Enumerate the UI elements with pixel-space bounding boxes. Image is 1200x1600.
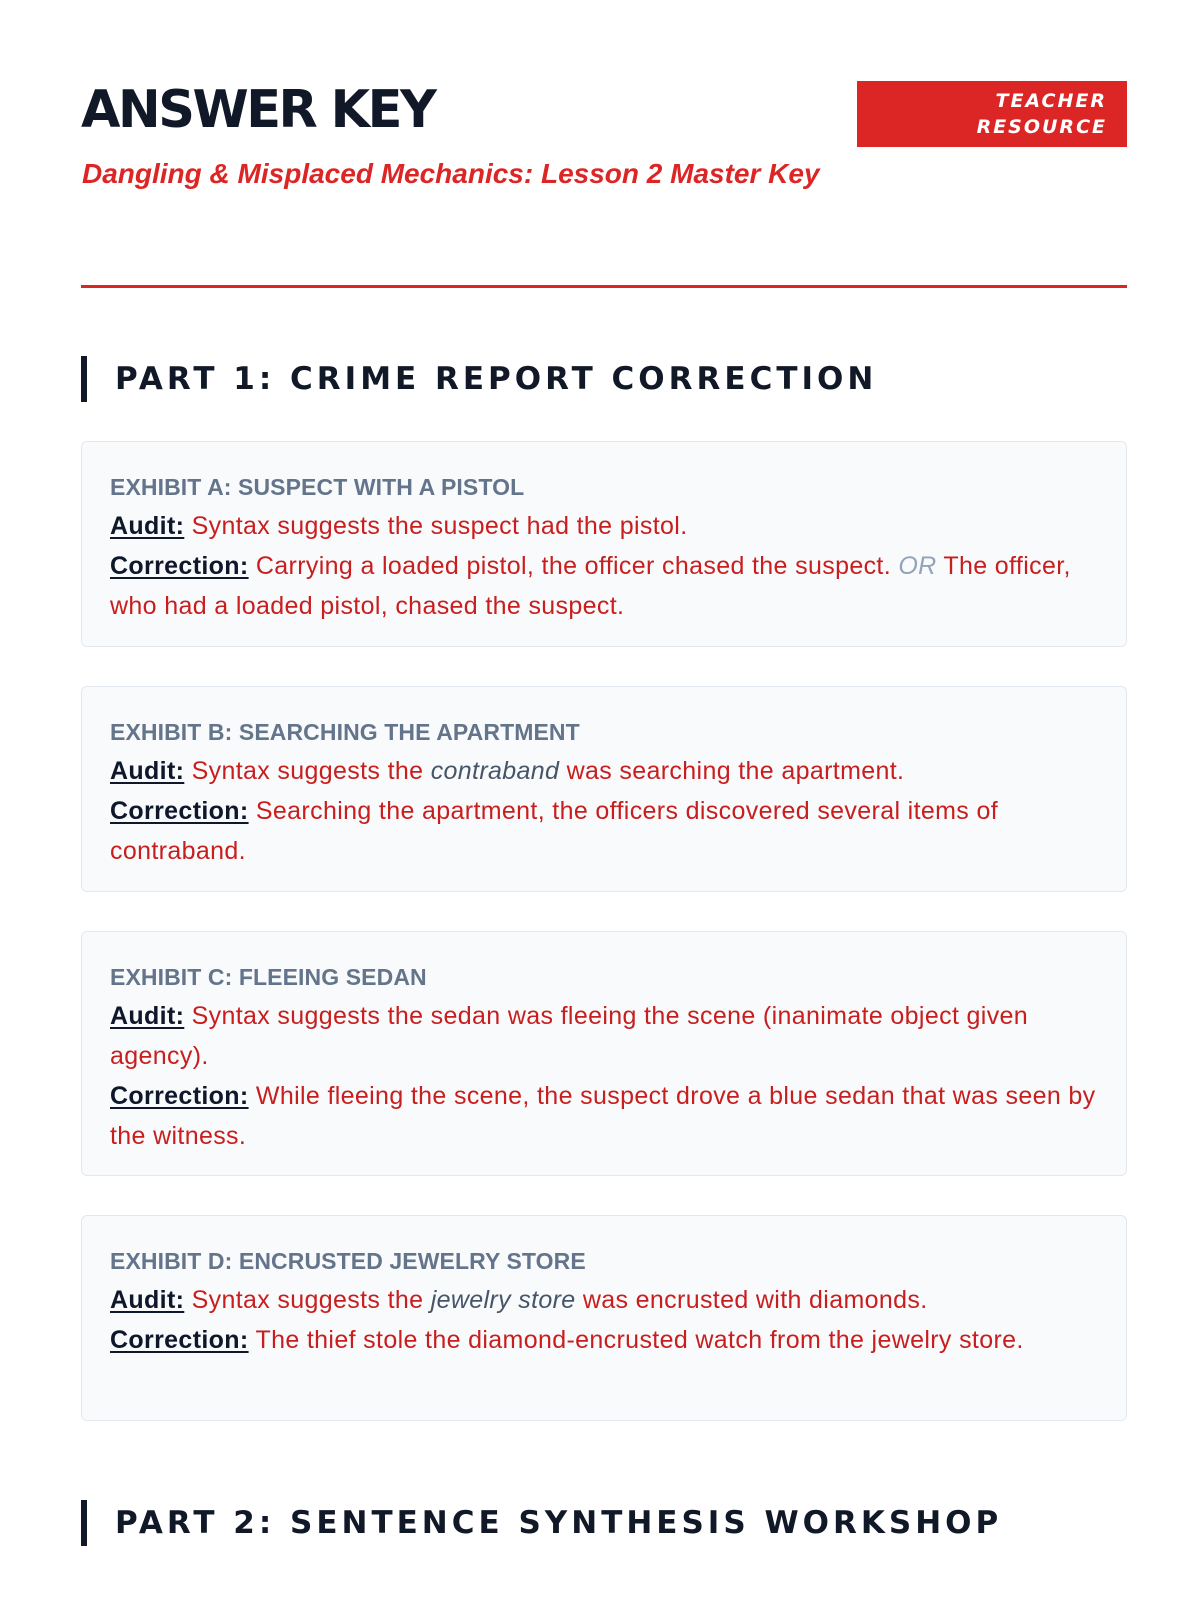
correction-text: While fleeing the scene, the suspect drove a blue sedan that was seen by the witness.	[110, 1082, 1096, 1150]
audit-label: Audit:	[110, 512, 185, 540]
audit-text: Syntax suggests the sedan was fleeing the scene (inanimate object given agency).	[110, 1002, 1029, 1070]
audit-text: Syntax suggests the suspect had the pistol.	[191, 512, 688, 540]
correction-label: Correction:	[110, 1326, 249, 1354]
exhibit-label: EXHIBIT A: SUSPECT WITH A PISTOL	[110, 474, 525, 500]
exhibit-card-d	[81, 1215, 1127, 1421]
correction-line	[110, 791, 1098, 871]
correction-line	[110, 1076, 1098, 1156]
correction-label: Correction:	[110, 1082, 249, 1110]
part-1-heading: PART 1: CRIME REPORT CORRECTION	[81, 356, 877, 402]
audit-line	[110, 996, 1098, 1076]
audit-text: Syntax suggests the	[191, 757, 424, 785]
correction-line	[110, 1320, 1098, 1360]
part-2-heading: PART 2: SENTENCE SYNTHESIS WORKSHOP	[81, 1500, 1002, 1546]
exhibit-card-c	[81, 931, 1127, 1176]
audit-text-end: was encrusted with diamonds.	[582, 1286, 928, 1314]
badge-line-1: TEACHER	[995, 90, 1107, 112]
audit-text-end: was searching the apartment.	[566, 757, 905, 785]
exhibit-label: EXHIBIT C: FLEEING SEDAN	[110, 964, 427, 990]
exhibit-card-b	[81, 686, 1127, 892]
exhibit-label: EXHIBIT D: ENCRUSTED JEWELRY STORE	[110, 1248, 586, 1274]
teacher-resource-badge	[857, 81, 1127, 147]
audit-line	[110, 1280, 1098, 1320]
correction-label: Correction:	[110, 797, 249, 825]
audit-text: Syntax suggests the	[191, 1286, 424, 1314]
audit-emphasis: jewelry store	[430, 1286, 576, 1314]
correction-line	[110, 546, 1098, 626]
page-title: ANSWER KEY	[81, 80, 435, 140]
audit-label: Audit:	[110, 757, 185, 785]
exhibit-card-a	[81, 441, 1127, 647]
or-separator: OR	[898, 552, 937, 580]
document-header	[81, 80, 1127, 288]
exhibit-label: EXHIBIT B: SEARCHING THE APARTMENT	[110, 719, 580, 745]
audit-label: Audit:	[110, 1286, 185, 1314]
correction-text: Carrying a loaded pistol, the officer chased the suspect.	[255, 552, 892, 580]
correction-alt-text: The officer, who had a loaded pistol, chased the suspect.	[110, 552, 1071, 620]
page-subtitle: Dangling & Misplaced Mechanics: Lesson 2 Master Key	[82, 158, 820, 189]
audit-label: Audit:	[110, 1002, 185, 1030]
badge-line-2: RESOURCE	[976, 116, 1107, 138]
correction-text: The thief stole the diamond-encrusted watch from the jewelry store.	[255, 1326, 1024, 1354]
correction-label: Correction:	[110, 552, 249, 580]
correction-text: Searching the apartment, the officers discovered several items of contraband.	[110, 797, 998, 865]
audit-emphasis: contraband	[430, 757, 560, 785]
audit-line	[110, 751, 1098, 791]
audit-line	[110, 506, 1098, 546]
